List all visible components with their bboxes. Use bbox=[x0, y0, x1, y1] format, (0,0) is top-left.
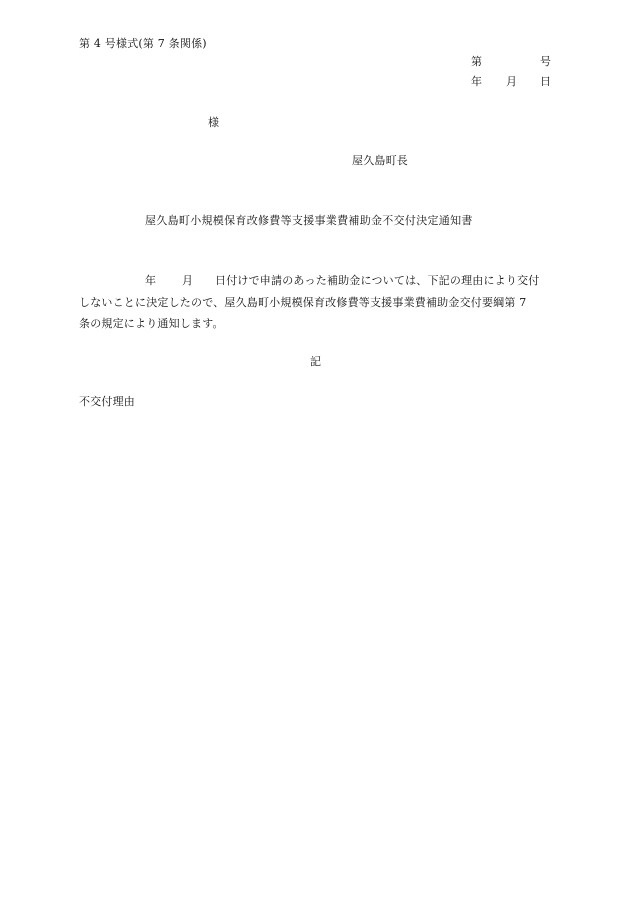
form-number: 第 4 号様式(第 7 条関係) bbox=[79, 37, 207, 50]
body-line-1-text: 日付けで申請のあった補助金については、下記の理由により交付 bbox=[215, 274, 540, 287]
doc-number-dai: 第 bbox=[471, 55, 483, 68]
doc-number-go: 号 bbox=[540, 55, 552, 68]
body-year-label: 年 bbox=[145, 274, 157, 287]
body-month-label: 月 bbox=[182, 274, 194, 287]
recipient-suffix: 様 bbox=[208, 116, 220, 129]
date-day-label: 日 bbox=[540, 75, 552, 88]
reason-label: 不交付理由 bbox=[79, 395, 135, 408]
sender-name: 屋久島町長 bbox=[352, 154, 408, 167]
ki-heading: 記 bbox=[310, 355, 322, 368]
document-title: 屋久島町小規模保育改修費等支援事業費補助金不交付決定通知書 bbox=[145, 214, 473, 227]
date-year-label: 年 bbox=[471, 75, 483, 88]
body-line-2: しないことに決定したので、屋久島町小規模保育改修費等支援事業費補助金交付要綱第 7 bbox=[79, 296, 527, 309]
body-line-3: 条の規定により通知します。 bbox=[79, 317, 224, 330]
date-month-label: 月 bbox=[506, 75, 518, 88]
